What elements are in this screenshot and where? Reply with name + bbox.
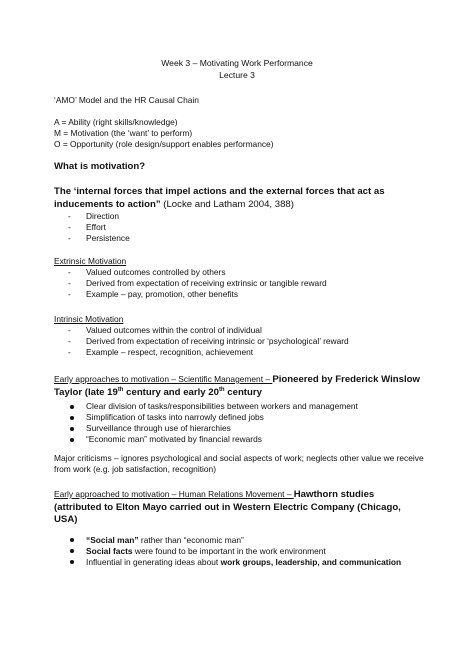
list-item: Simplification of tasks into narrowly defined jobs: [54, 412, 424, 423]
motivation-heading: What is motivation?: [54, 161, 146, 172]
motivation-list: [54, 211, 424, 244]
human-relations-section: [54, 488, 424, 568]
human-relations-list: [54, 535, 424, 568]
list-item: “Economic man” motivated by financial rewards: [54, 434, 424, 445]
list-item: Social facts were found to be important in the work environment: [54, 546, 424, 557]
list-item: - Derived from expectation of receiving intrinsic or ‘psychological’ reward: [68, 336, 349, 346]
list-item: - Effort: [68, 222, 106, 232]
motivation-definition: [54, 186, 424, 244]
title-line-1: Week 3 – Motivating Work Performance: [161, 58, 313, 68]
list-item: - Example – pay, promotion, other benefits: [68, 289, 239, 299]
scientific-management-section: [54, 373, 424, 445]
extrinsic-section: [54, 256, 424, 300]
list-item: - Derived from expectation of receiving extrinsic or tangible reward: [68, 278, 327, 288]
list-item: - Valued outcomes within the control of individual: [68, 325, 262, 335]
list-item: Influential in generating ideas about work groups, leadership, and communication: [54, 557, 424, 568]
scientific-list: [54, 401, 424, 445]
definition-quote: The ‘internal forces that impel actions and the external forces that act as inducements to action”: [54, 186, 385, 210]
definition-citation: (Locke and Latham 2004, 388): [160, 198, 294, 210]
amo-section: [54, 95, 424, 106]
intrinsic-section: [54, 314, 424, 358]
amo-heading: ‘AMO’ Model and the HR Causal Chain: [54, 95, 199, 105]
extrinsic-list: [54, 267, 424, 300]
list-item: Surveillance through use of hierarchies: [54, 423, 424, 434]
amo-line-a: A = Ability (right skills/knowledge): [54, 117, 178, 127]
list-item: “Social man” rather than “economic man”: [54, 535, 424, 546]
amo-list: [54, 117, 424, 150]
amo-line-m: M = Motivation (the ‘want’ to perform): [54, 128, 193, 138]
list-item: Clear division of tasks/responsibilities between workers and management: [54, 401, 424, 412]
list-item: - Valued outcomes controlled by others: [68, 267, 226, 277]
extrinsic-heading: Extrinsic Motivation: [54, 256, 127, 266]
list-item: - Persistence: [68, 233, 130, 243]
list-item: - Direction: [68, 211, 120, 221]
scientific-heading: Early approaches to motivation – Scientific Management – Pioneered by Frederick Winslow Taylor (late 19th century and early 20th century: [54, 374, 420, 398]
page-title: [0, 58, 474, 81]
title-line-2: Lecture 3: [219, 69, 255, 80]
intrinsic-list: [54, 325, 424, 358]
criticism-paragraph: Major criticisms – ignores psychological and social aspects of work; neglects other value we receive from work (e.g. job satisfaction, recognition): [54, 453, 424, 474]
amo-line-o: O = Opportunity (role design/support enables performance): [54, 139, 274, 149]
list-item: - Example – respect, recognition, achievement: [68, 347, 254, 357]
intrinsic-heading: Intrinsic Motivation: [54, 314, 124, 324]
human-relations-heading: Early approached to motivation – Human Relations Movement – Hawthorn studies (attributed to Elton Mayo carried out in Western Electric Company (Chicago, USA): [54, 489, 401, 525]
